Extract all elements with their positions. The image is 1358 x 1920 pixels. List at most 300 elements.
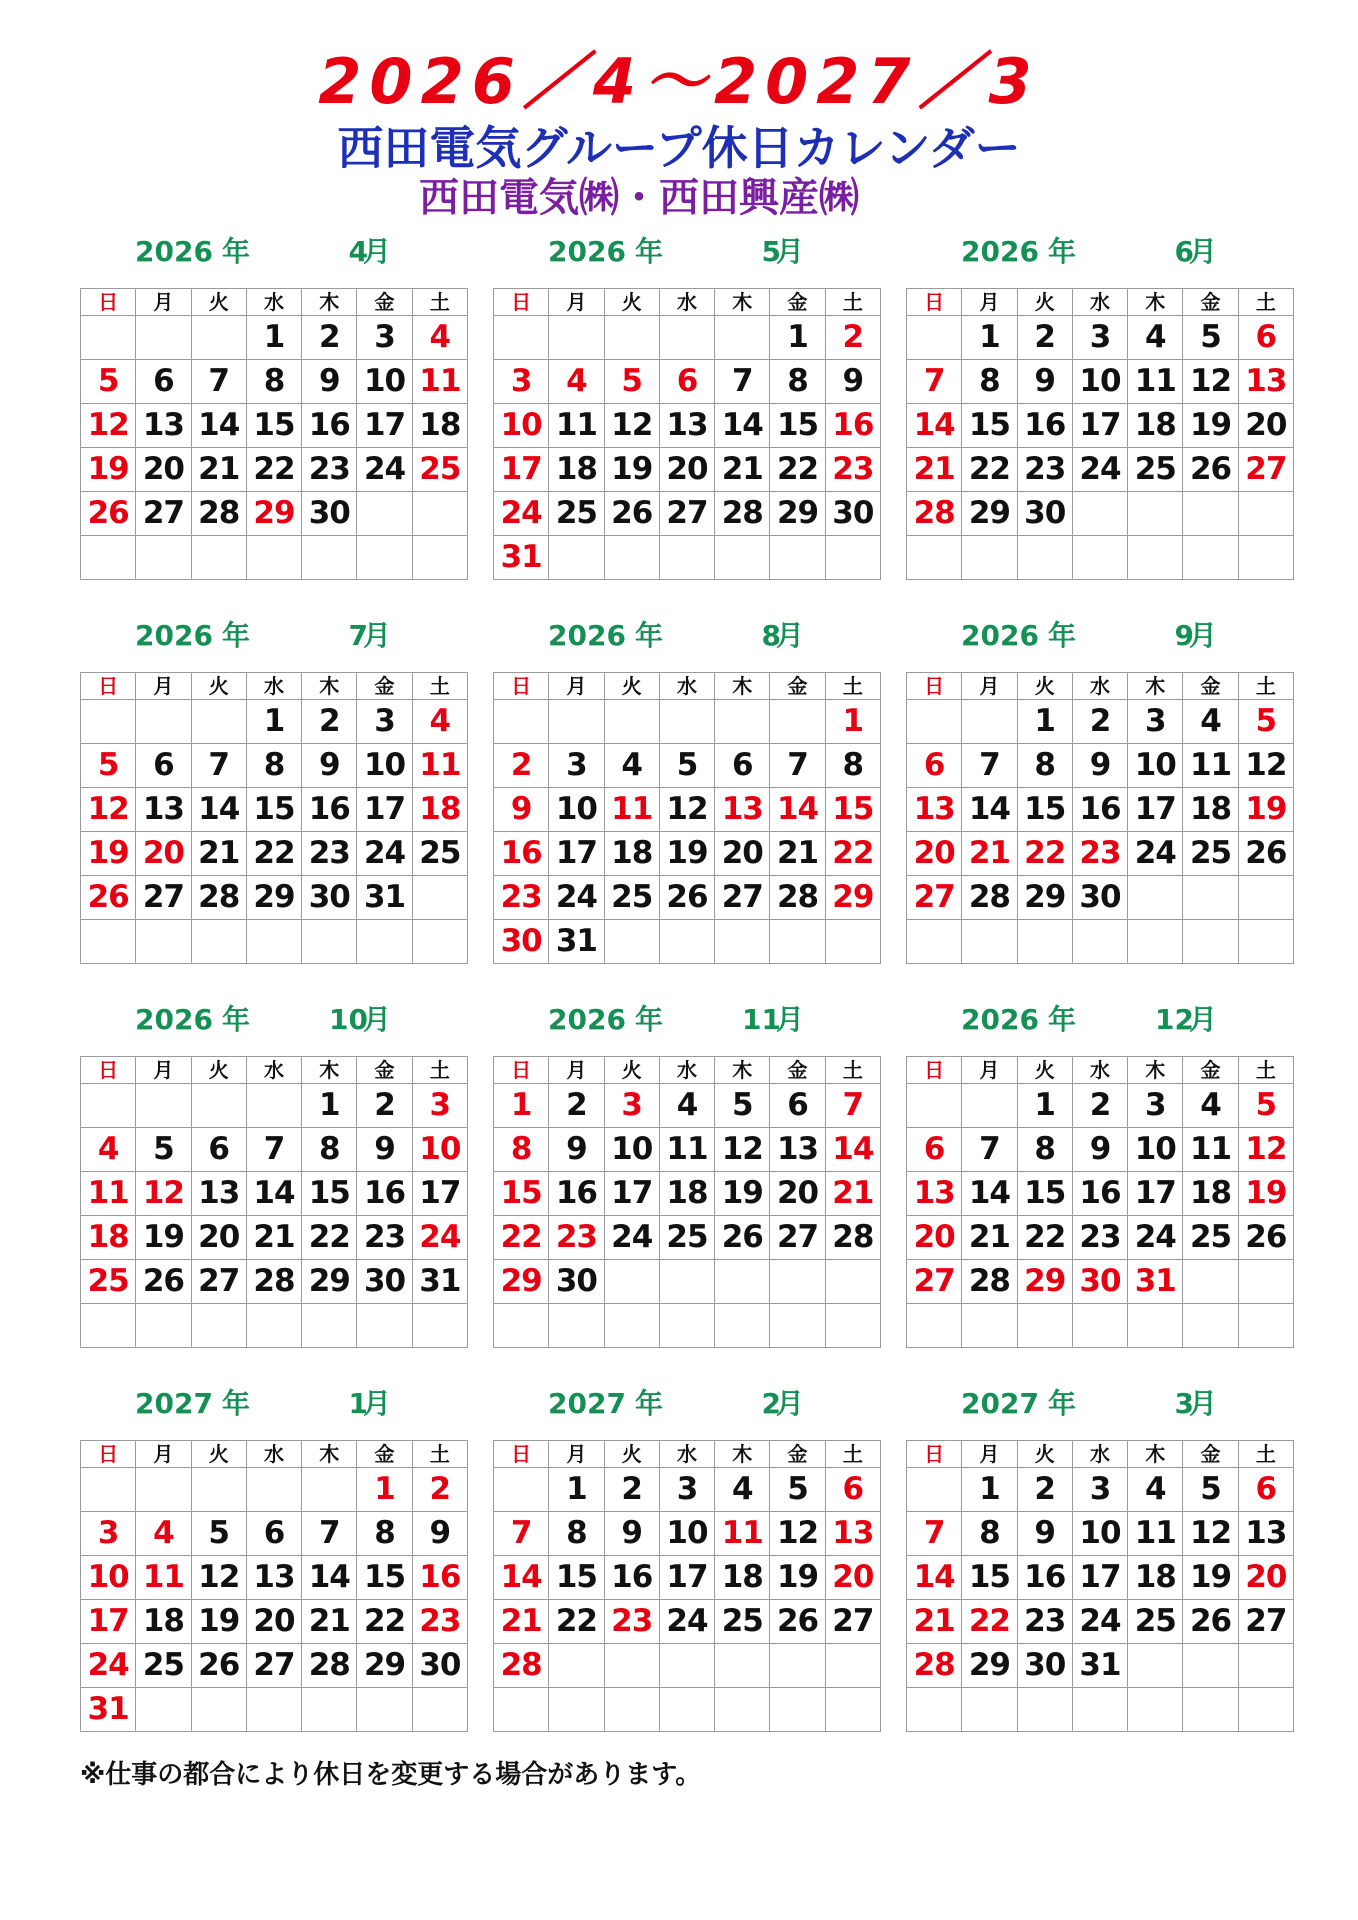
- weekday-label: 金: [357, 1441, 412, 1468]
- day-cell: 12: [1238, 1128, 1293, 1172]
- day-cell: 20: [1238, 404, 1293, 448]
- month-heading: [906, 1384, 1294, 1424]
- day-cell: 27: [136, 876, 191, 920]
- week-row: [494, 1216, 881, 1260]
- day-cell: 22: [1017, 832, 1072, 876]
- empty-cell: [604, 1688, 659, 1732]
- weekday-label: 月: [549, 673, 604, 700]
- weekday-label: 火: [604, 673, 659, 700]
- day-cell: 23: [302, 832, 357, 876]
- day-cell: 20: [246, 1600, 301, 1644]
- day-cell: 10: [1128, 1128, 1183, 1172]
- day-cell: 20: [136, 832, 191, 876]
- empty-cell: [715, 1688, 770, 1732]
- day-cell: 5: [81, 744, 136, 788]
- day-cell: 16: [549, 1172, 604, 1216]
- day-cell: 8: [246, 360, 301, 404]
- heading-month: 5: [761, 235, 781, 268]
- weekday-label: 火: [191, 1057, 246, 1084]
- day-cell: 14: [770, 788, 825, 832]
- heading-year-suffix: 年: [222, 1003, 251, 1036]
- empty-cell: [1072, 1304, 1127, 1348]
- empty-cell: [1183, 1304, 1238, 1348]
- day-cell: 9: [357, 1128, 412, 1172]
- day-cell: 4: [136, 1512, 191, 1556]
- heading-year-suffix: 年: [635, 619, 664, 652]
- empty-cell: [715, 920, 770, 964]
- week-row: [907, 1084, 1294, 1128]
- day-cell: 24: [494, 492, 549, 536]
- empty-cell: [1183, 1260, 1238, 1304]
- empty-cell: [1128, 1688, 1183, 1732]
- day-cell: 27: [907, 1260, 962, 1304]
- day-cell: 19: [1183, 404, 1238, 448]
- weekday-label: 火: [1017, 673, 1072, 700]
- empty-cell: [136, 1688, 191, 1732]
- calendar-range-title: 2026／4～2027／3: [318, 45, 1040, 118]
- empty-cell: [1128, 1644, 1183, 1688]
- week-row: [81, 1468, 468, 1512]
- day-cell: 17: [604, 1172, 659, 1216]
- weekday-label: 水: [246, 673, 301, 700]
- weekday-label: 金: [357, 1057, 412, 1084]
- day-cell: 20: [825, 1556, 880, 1600]
- day-cell: 28: [302, 1644, 357, 1688]
- empty-cell: [825, 920, 880, 964]
- day-cell: 2: [549, 1084, 604, 1128]
- day-cell: 16: [412, 1556, 467, 1600]
- week-row: [494, 316, 881, 360]
- empty-cell: [1072, 1688, 1127, 1732]
- day-cell: 12: [191, 1556, 246, 1600]
- week-row: [494, 1304, 881, 1348]
- day-cell: 29: [1017, 1260, 1072, 1304]
- day-cell: 24: [1072, 1600, 1127, 1644]
- day-cell: 16: [357, 1172, 412, 1216]
- heading-year-suffix: 年: [635, 1387, 664, 1420]
- day-cell: 8: [825, 744, 880, 788]
- weekday-label: 月: [962, 673, 1017, 700]
- heading-month: 6: [1174, 235, 1194, 268]
- week-row: [494, 876, 881, 920]
- empty-cell: [302, 920, 357, 964]
- day-cell: 11: [412, 360, 467, 404]
- week-row: [907, 316, 1294, 360]
- day-cell: 30: [825, 492, 880, 536]
- week-row: [907, 700, 1294, 744]
- day-cell: 12: [81, 788, 136, 832]
- day-cell: 1: [1017, 700, 1072, 744]
- day-cell: 6: [659, 360, 714, 404]
- week-row: [494, 832, 881, 876]
- day-cell: 5: [136, 1128, 191, 1172]
- day-cell: 11: [604, 788, 659, 832]
- empty-cell: [412, 492, 467, 536]
- day-cell: 28: [770, 876, 825, 920]
- empty-cell: [136, 920, 191, 964]
- day-cell: 10: [659, 1512, 714, 1556]
- empty-cell: [1183, 876, 1238, 920]
- weekday-header-row: [81, 1057, 468, 1084]
- day-cell: 25: [549, 492, 604, 536]
- day-cell: 28: [962, 876, 1017, 920]
- empty-cell: [770, 1688, 825, 1732]
- empty-cell: [962, 1084, 1017, 1128]
- empty-cell: [604, 700, 659, 744]
- month-heading: [493, 1000, 881, 1040]
- empty-cell: [191, 536, 246, 580]
- day-cell: 29: [246, 492, 301, 536]
- day-cell: 27: [136, 492, 191, 536]
- weekday-label: 日: [494, 1057, 549, 1084]
- day-cell: 26: [191, 1644, 246, 1688]
- week-row: [907, 1128, 1294, 1172]
- calendar-title: 西田電気グループ休日カレンダー: [337, 121, 1021, 175]
- day-cell: 18: [412, 788, 467, 832]
- day-cell: 4: [412, 700, 467, 744]
- heading-year: 2027: [135, 1387, 213, 1420]
- heading-year: 2026: [961, 1003, 1039, 1036]
- day-cell: 1: [825, 700, 880, 744]
- weekday-header-row: [494, 289, 881, 316]
- day-cell: 3: [357, 316, 412, 360]
- day-cell: 21: [302, 1600, 357, 1644]
- day-cell: 3: [659, 1468, 714, 1512]
- day-cell: 8: [962, 1512, 1017, 1556]
- day-cell: 23: [302, 448, 357, 492]
- week-row: [81, 832, 468, 876]
- week-row: [81, 1304, 468, 1348]
- month-table: [80, 1440, 468, 1732]
- day-cell: 18: [136, 1600, 191, 1644]
- day-cell: 19: [81, 448, 136, 492]
- heading-month: 4: [348, 235, 368, 268]
- weekday-label: 土: [412, 673, 467, 700]
- week-row: [907, 744, 1294, 788]
- day-cell: 2: [1017, 316, 1072, 360]
- day-cell: 24: [1128, 1216, 1183, 1260]
- day-cell: 30: [1017, 492, 1072, 536]
- day-cell: 22: [549, 1600, 604, 1644]
- heading-month: 9: [1174, 619, 1194, 652]
- weekday-label: 木: [1128, 1441, 1183, 1468]
- heading-month-suffix: 月: [776, 235, 805, 268]
- day-cell: 8: [549, 1512, 604, 1556]
- day-cell: 29: [825, 876, 880, 920]
- day-cell: 25: [81, 1260, 136, 1304]
- empty-cell: [191, 1468, 246, 1512]
- day-cell: 28: [907, 492, 962, 536]
- empty-cell: [604, 1304, 659, 1348]
- day-cell: 4: [1128, 1468, 1183, 1512]
- weekday-label: 土: [825, 289, 880, 316]
- day-cell: 12: [770, 1512, 825, 1556]
- day-cell: 6: [136, 360, 191, 404]
- week-row: [907, 448, 1294, 492]
- day-cell: 30: [1072, 1260, 1127, 1304]
- day-cell: 28: [825, 1216, 880, 1260]
- empty-cell: [357, 536, 412, 580]
- day-cell: 5: [1238, 700, 1293, 744]
- weekday-label: 土: [1238, 673, 1293, 700]
- day-cell: 17: [357, 788, 412, 832]
- day-cell: 9: [302, 744, 357, 788]
- week-row: [907, 492, 1294, 536]
- day-cell: 2: [302, 700, 357, 744]
- empty-cell: [246, 920, 301, 964]
- weekday-label: 木: [302, 673, 357, 700]
- weekday-label: 水: [1072, 289, 1127, 316]
- heading-year-suffix: 年: [1048, 1387, 1077, 1420]
- day-cell: 13: [191, 1172, 246, 1216]
- day-cell: 8: [357, 1512, 412, 1556]
- day-cell: 11: [1183, 1128, 1238, 1172]
- day-cell: 28: [494, 1644, 549, 1688]
- day-cell: 17: [549, 832, 604, 876]
- empty-cell: [494, 316, 549, 360]
- empty-cell: [1238, 1644, 1293, 1688]
- day-cell: 26: [1238, 1216, 1293, 1260]
- day-cell: 1: [770, 316, 825, 360]
- day-cell: 17: [1128, 788, 1183, 832]
- weekday-label: 月: [136, 673, 191, 700]
- empty-cell: [825, 1304, 880, 1348]
- month-heading: [906, 1000, 1294, 1040]
- week-row: [907, 1600, 1294, 1644]
- week-row: [494, 1260, 881, 1304]
- heading-month: 10: [329, 1003, 368, 1036]
- month-table: [906, 1440, 1294, 1732]
- empty-cell: [81, 536, 136, 580]
- day-cell: 10: [357, 744, 412, 788]
- empty-cell: [81, 700, 136, 744]
- heading-year: 2026: [135, 619, 213, 652]
- week-row: [81, 1688, 468, 1732]
- day-cell: 10: [412, 1128, 467, 1172]
- day-cell: 16: [1017, 404, 1072, 448]
- day-cell: 23: [1017, 1600, 1072, 1644]
- day-cell: 6: [1238, 1468, 1293, 1512]
- weekday-label: 木: [715, 289, 770, 316]
- day-cell: 19: [715, 1172, 770, 1216]
- heading-year: 2026: [961, 235, 1039, 268]
- empty-cell: [659, 1260, 714, 1304]
- day-cell: 25: [136, 1644, 191, 1688]
- weekday-label: 日: [494, 673, 549, 700]
- day-cell: 30: [302, 876, 357, 920]
- day-cell: 24: [81, 1644, 136, 1688]
- day-cell: 11: [412, 744, 467, 788]
- heading-year: 2026: [961, 619, 1039, 652]
- day-cell: 6: [907, 744, 962, 788]
- day-cell: 5: [604, 360, 659, 404]
- day-cell: 21: [907, 448, 962, 492]
- empty-cell: [1238, 1304, 1293, 1348]
- weekday-label: 月: [962, 289, 1017, 316]
- empty-cell: [136, 316, 191, 360]
- day-cell: 15: [302, 1172, 357, 1216]
- week-row: [494, 1556, 881, 1600]
- month-heading: [80, 1000, 468, 1040]
- weekday-label: 土: [825, 1057, 880, 1084]
- weekday-label: 木: [715, 1441, 770, 1468]
- day-cell: 19: [659, 832, 714, 876]
- day-cell: 1: [1017, 1084, 1072, 1128]
- day-cell: 3: [412, 1084, 467, 1128]
- heading-month: 2: [761, 1387, 781, 1420]
- day-cell: 25: [659, 1216, 714, 1260]
- day-cell: 21: [191, 448, 246, 492]
- empty-cell: [246, 1688, 301, 1732]
- day-cell: 27: [1238, 448, 1293, 492]
- week-row: [494, 1688, 881, 1732]
- week-row: [907, 832, 1294, 876]
- empty-cell: [659, 1304, 714, 1348]
- week-row: [494, 744, 881, 788]
- empty-cell: [770, 1644, 825, 1688]
- weekday-label: 火: [604, 1057, 659, 1084]
- empty-cell: [549, 316, 604, 360]
- day-cell: 20: [191, 1216, 246, 1260]
- day-cell: 17: [81, 1600, 136, 1644]
- empty-cell: [549, 1644, 604, 1688]
- empty-cell: [659, 1688, 714, 1732]
- empty-cell: [494, 1304, 549, 1348]
- heading-year: 2027: [961, 1387, 1039, 1420]
- empty-cell: [770, 1260, 825, 1304]
- month-table: [906, 672, 1294, 964]
- day-cell: 2: [302, 316, 357, 360]
- weekday-label: 火: [1017, 1441, 1072, 1468]
- week-row: [907, 876, 1294, 920]
- day-cell: 10: [1072, 1512, 1127, 1556]
- day-cell: 22: [962, 1600, 1017, 1644]
- day-cell: 28: [715, 492, 770, 536]
- month-table: [493, 672, 881, 964]
- day-cell: 15: [246, 404, 301, 448]
- day-cell: 18: [659, 1172, 714, 1216]
- day-cell: 25: [412, 448, 467, 492]
- day-cell: 18: [1183, 1172, 1238, 1216]
- day-cell: 19: [136, 1216, 191, 1260]
- day-cell: 30: [302, 492, 357, 536]
- day-cell: 16: [604, 1556, 659, 1600]
- empty-cell: [1183, 1644, 1238, 1688]
- weekday-header-row: [907, 1057, 1294, 1084]
- day-cell: 14: [191, 404, 246, 448]
- day-cell: 12: [604, 404, 659, 448]
- day-cell: 19: [1183, 1556, 1238, 1600]
- weekday-label: 金: [1183, 1441, 1238, 1468]
- day-cell: 2: [825, 316, 880, 360]
- week-row: [907, 536, 1294, 580]
- week-row: [81, 1128, 468, 1172]
- day-cell: 18: [1128, 1556, 1183, 1600]
- weekday-label: 木: [715, 673, 770, 700]
- empty-cell: [1128, 492, 1183, 536]
- heading-year-suffix: 年: [1048, 235, 1077, 268]
- day-cell: 1: [246, 700, 301, 744]
- day-cell: 15: [357, 1556, 412, 1600]
- weekday-label: 水: [1072, 1441, 1127, 1468]
- weekday-label: 土: [825, 673, 880, 700]
- day-cell: 12: [81, 404, 136, 448]
- day-cell: 29: [357, 1644, 412, 1688]
- week-row: [81, 404, 468, 448]
- day-cell: 11: [1183, 744, 1238, 788]
- day-cell: 26: [81, 492, 136, 536]
- day-cell: 7: [907, 1512, 962, 1556]
- day-cell: 19: [191, 1600, 246, 1644]
- day-cell: 30: [1017, 1644, 1072, 1688]
- weekday-label: 日: [81, 1441, 136, 1468]
- day-cell: 6: [136, 744, 191, 788]
- empty-cell: [302, 1468, 357, 1512]
- weekday-label: 木: [1128, 289, 1183, 316]
- day-cell: 11: [715, 1512, 770, 1556]
- week-row: [907, 360, 1294, 404]
- day-cell: 31: [1128, 1260, 1183, 1304]
- day-cell: 5: [715, 1084, 770, 1128]
- weekday-header-row: [907, 1441, 1294, 1468]
- day-cell: 16: [302, 788, 357, 832]
- weekday-label: 月: [136, 1441, 191, 1468]
- day-cell: 16: [1017, 1556, 1072, 1600]
- day-cell: 13: [907, 1172, 962, 1216]
- weekday-label: 月: [549, 1441, 604, 1468]
- day-cell: 4: [1183, 1084, 1238, 1128]
- empty-cell: [907, 700, 962, 744]
- day-cell: 20: [715, 832, 770, 876]
- empty-cell: [412, 1304, 467, 1348]
- day-cell: 2: [1072, 700, 1127, 744]
- weekday-label: 金: [770, 289, 825, 316]
- empty-cell: [659, 700, 714, 744]
- day-cell: 3: [494, 360, 549, 404]
- empty-cell: [825, 1688, 880, 1732]
- empty-cell: [962, 1304, 1017, 1348]
- weekday-label: 金: [1183, 289, 1238, 316]
- day-cell: 29: [770, 492, 825, 536]
- empty-cell: [81, 1468, 136, 1512]
- day-cell: 7: [962, 1128, 1017, 1172]
- day-cell: 22: [962, 448, 1017, 492]
- week-row: [907, 1260, 1294, 1304]
- day-cell: 18: [412, 404, 467, 448]
- day-cell: 8: [494, 1128, 549, 1172]
- weekday-header-row: [81, 673, 468, 700]
- day-cell: 5: [1183, 1468, 1238, 1512]
- weekday-label: 水: [659, 673, 714, 700]
- day-cell: 27: [659, 492, 714, 536]
- month-table: [493, 1056, 881, 1348]
- day-cell: 23: [549, 1216, 604, 1260]
- empty-cell: [659, 920, 714, 964]
- empty-cell: [1072, 920, 1127, 964]
- day-cell: 5: [659, 744, 714, 788]
- empty-cell: [191, 1084, 246, 1128]
- week-row: [907, 1512, 1294, 1556]
- week-row: [494, 1468, 881, 1512]
- empty-cell: [770, 536, 825, 580]
- day-cell: 21: [770, 832, 825, 876]
- weekday-label: 金: [770, 673, 825, 700]
- day-cell: 1: [302, 1084, 357, 1128]
- empty-cell: [494, 1688, 549, 1732]
- day-cell: 15: [1017, 1172, 1072, 1216]
- empty-cell: [604, 536, 659, 580]
- empty-cell: [1238, 876, 1293, 920]
